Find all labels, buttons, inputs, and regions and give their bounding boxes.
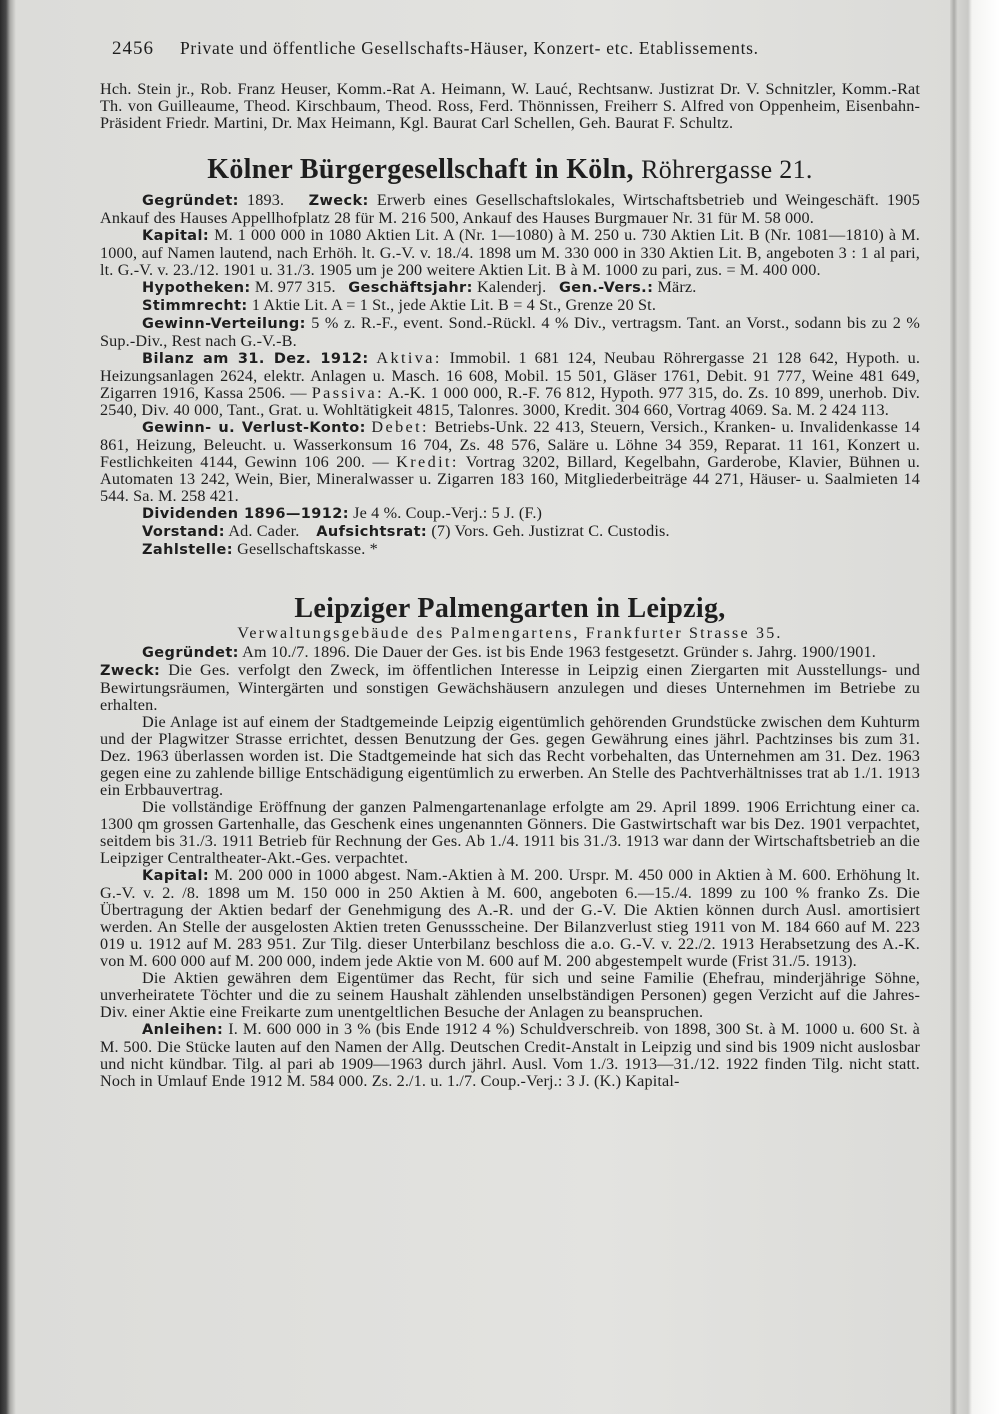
- field-label: Dividenden 1896—1912:: [142, 506, 349, 522]
- field-label: Zahlstelle:: [142, 542, 233, 558]
- field-label: Gewinn-Verteilung:: [142, 316, 306, 332]
- section-heading-leipziger: [100, 593, 920, 625]
- field-value: Vortrag 3202, Billard, Kegelbahn, Garderobe, Klavier, Bühnen u. Automaten 13 242, Wein, Bier, Mineralwasser u. Zigarren 183 160, Mitgliederbeiträge 44 271, Häuser- u. Saalmieten 14 544. Sa. M. 258 421.: [100, 453, 921, 505]
- field-label: Aufsichtsrat:: [316, 524, 428, 540]
- field-label: Zweck:: [100, 663, 161, 679]
- entry-kapital: [100, 867, 920, 970]
- debet-word: Debet:: [371, 418, 429, 436]
- field-label: Kapital:: [142, 868, 210, 884]
- field-label: Gen.-Vers.:: [558, 280, 654, 296]
- field-label: Gewinn- u. Verlust-Konto:: [142, 420, 366, 436]
- section-koelner: [100, 192, 920, 559]
- field-value: 1893.: [247, 191, 285, 209]
- entry-anleihen: [100, 1021, 920, 1090]
- field-value: 5 % z. R.-F., event. Sond.-Rückl. 4 % Div., vertragsm. Tant. an Vorst., sodann bis zu 2 % Sup.-Div., Rest nach G.-V.-B.: [100, 314, 920, 350]
- entry-gegruendet: [100, 644, 920, 662]
- running-title: Private und öffentliche Gesellschafts-Häuser, Konzert- etc. Etablissements.: [180, 38, 759, 58]
- entry-bilanz: [100, 350, 920, 419]
- page-edge: [958, 0, 1000, 1414]
- field-label: Gegründet:: [142, 193, 239, 209]
- entry-zahlstelle: [100, 541, 920, 559]
- section-gap: [100, 559, 920, 593]
- field-value: A.-K. 1 000 000, R.-F. 76 812, Hypoth. 977 315, do. Zs. 10 899, unerhob. Div. 2540, Div. 40 000, Tant., Grat. u. Wohltätigkeit 4815, Talonres. 3000, Kredit. 304 660, Vortrag 4069. Sa. M. 2 424 113.: [100, 384, 920, 419]
- page-number: 2456: [112, 38, 154, 59]
- field-value: M. 1 000 000 in 1080 Aktien Lit. A (Nr. 1—1080) à M. 250 u. 730 Aktien Lit. B (Nr. 1081—1810) à M. 1000, auf Namen lautend, nach Erhöh. lt. G.-V. v. 18./4. 1898 um M. 330 000 in 330 Aktien Lit. B, angeboten 3 : 1 al pari, lt. G.-V. v. 23./12. 1901 u. 31./3. 1905 um je 200 weitere Aktien Lit. B à M. 1000 zu pari, zus. = M. 400 000.: [100, 226, 920, 279]
- field-value: Betriebs-Unk. 22 413, Steuern, Versich., Kranken- u. Invalidenkasse 14 861, Heizung, Beleucht. u. Wasserkonsum 16 704, Zs. 48 576, Saläre u. Löhne 34 359, Reparat. 11 161, Konzert u. Festlichkeiten 4144, Gewinn 106 200. —: [100, 418, 921, 471]
- entry-gewinnverteilung: [100, 315, 920, 350]
- section-leipziger: [100, 644, 920, 1090]
- entry-kapital: [100, 227, 920, 279]
- field-value: Je 4 %. Coup.-Verj.: 5 J. (F.): [353, 504, 543, 522]
- section-title: Leipziger Palmengarten in Leipzig,: [294, 593, 726, 624]
- field-value: M. 200 000 in 1000 abgest. Nam.-Aktien à M. 200. Urspr. M. 450 000 in Aktien à M. 600. Erhöhung lt. G.-V. v. 2. /8. 1898 um M. 150 000 in 250 Aktien à M. 600, angeboten 6.—15./4. 1899 zu 100 % franko Zs. Die Übertragung der Aktien bedarf der Genehmigung des A.-R. und der G.-V. Die Aktien können durch Ausl. amortisiert werden. An Stelle der ausgelosten Aktien treten Genussscheine. Der Bilanzverlust stieg 1911 von M. 184 660 auf M. 223 019 u. 1912 auf M. 283 951. Zur Tilg. dieser Unterbilanz beschloss die a.o. G.-V. v. 22./2. 1913 Herabsetzung des A.-K. von M. 600 000 auf M. 200 000, indem jede Aktie von M. 600 auf M. 200 abgestempelt wurde (Frist 31./5. 1913).: [100, 866, 920, 970]
- entry-dividenden: [100, 505, 920, 523]
- paragraph-aktien: Die Aktien gewähren dem Eigentümer das Recht, für sich und seine Familie (Ehefrau, minderjährige Söhne, unverheiratete Töchter und die zu seinem Haushalt zählenden unselbständigen Personen) gegen Verzicht auf die Jahres-Div. einer Aktie eine Freikarte zum unentgeltlichen Besuche der Anlagen zu beanspruchen.: [100, 969, 920, 1021]
- running-header: [112, 40, 920, 57]
- field-value: I. M. 600 000 in 3 % (bis Ende 1912 4 %) Schuldverschreib. von 1898, 300 St. à M. 1000 u. 600 St. à M. 500. Die Stücke lauten auf den Namen der Allg. Deutschen Credit-Anstalt in Leipzig und sind bis 1909 nicht auslosbar und nicht kündbar. Tilg. al pari ab 1909—1963 durch jährl. Ausl. Vom 1./3. 1913—31./12. 1922 finden Tilg. nicht statt. Noch in Umlauf Ende 1912 M. 584 000. Zs. 2./1. u. 1./7. Coup.-Verj.: 3 J. (K.) Kapital-: [100, 1020, 920, 1090]
- field-value: Am 10./7. 1896. Die Dauer der Ges. ist bis Ende 1963 festgesetzt. Gründer s. Jahrg. 1900/1901.: [242, 643, 876, 661]
- book-spine-shadow: [950, 0, 958, 1414]
- field-label: Geschäftsjahr:: [348, 280, 473, 296]
- field-value: 1 Aktie Lit. A = 1 St., jede Aktie Lit. B = 4 St., Grenze 20 St.: [251, 296, 657, 314]
- field-value: Erwerb eines Gesellschaftslokales, Wirtschaftsbetrieb und Weingeschäft. 1905 Ankauf des Hauses Appellhofplatz 28 für M. 216 500, Ankauf des Hauses Burgmauer Nr. 31 für M. 58 000.: [100, 191, 921, 227]
- passiva-word: Passiva:: [311, 384, 384, 402]
- entry-stimmrecht: [100, 297, 920, 315]
- intro-paragraph: Hch. Stein jr., Rob. Franz Heuser, Komm.-Rat A. Heimann, W. Lauć, Rechtsanw. Justizrat Dr. V. Schnitzler, Komm.-Rat Th. von Guilleaume, Theod. Kirschbaum, Theod. Ross, Ferd. Thönnissen, Freiherr S. Alfred von Oppenheim, Eisenbahn-Präsident Friedr. Martini, Dr. Max Heimann, Kgl. Baurat Carl Schellen, Geh. Baurat F. Schultz.: [100, 80, 920, 132]
- field-value: Die Ges. verfolgt den Zweck, im öffentlichen Interesse in Leipzig einen Ziergarten mit Ausstellungs- und Bewirtungsräumen, Wintergärten und sonstigen Gewächshäusern anzulegen und dieses Unternehmen im Betriebe zu erhalten.: [100, 661, 921, 714]
- field-label: Kapital:: [142, 228, 210, 244]
- field-value: Kalenderj.: [477, 278, 547, 296]
- entry-gegruendet: [100, 192, 920, 227]
- document-page: [100, 40, 920, 1090]
- field-value: (7) Vors. Geh. Justizrat C. Custodis.: [431, 522, 670, 540]
- paragraph-eroeffnung: Die vollständige Eröffnung der ganzen Palmengartenanlage erfolgte am 29. April 1899. 1906 Errichtung einer ca. 1300 qm grossen Gartenhalle, das Geschenk eines ungenannten Gönners. Die Gastwirtschaft war bis Dez. 1901 verpachtet, seitdem bis 31./3. 1911 Betrieb für Rechnung der Ges. Ab 1./4. 1911 bis 31./3. 1913 war dann der Wirtschaftsbetrieb an die Leipziger Centraltheater-Akt.-Ges. verpachtet.: [100, 798, 920, 867]
- entry-gewinn-verlust: [100, 419, 920, 505]
- entry-vorstand: [100, 523, 920, 541]
- section-location: Röhrergasse 21.: [641, 155, 813, 184]
- field-label: Vorstand:: [142, 524, 225, 540]
- field-value: Ad. Cader.: [228, 522, 300, 540]
- section-subtitle: Verwaltungsgebäude des Palmengartens, Frankfurter Strasse 35.: [237, 625, 783, 642]
- field-label: Stimmrecht:: [142, 298, 248, 314]
- aktiva-word: Aktiva:: [376, 349, 442, 367]
- field-label: Zweck:: [308, 193, 369, 209]
- entry-zweck: [100, 662, 920, 714]
- section-title: Kölner Bürgergesellschaft in Köln,: [207, 154, 634, 185]
- field-value: März.: [657, 278, 697, 296]
- field-label: Anleihen:: [142, 1022, 224, 1038]
- field-value: Immobil. 1 681 124, Neubau Röhrergasse 21 128 642, Hypoth. u. Heizungsanlagen 2624, elektr. Anlagen u. Masch. 16 608, Mobil. 15 501, Gläser 1761, Debit. 91 777, Weine 481 649, Zigarren 1916, Kassa 2506. —: [100, 349, 921, 402]
- field-label: Hypotheken:: [142, 280, 251, 296]
- field-value: Gesellschaftskasse. *: [237, 540, 378, 558]
- entry-hypotheken: [100, 279, 920, 297]
- paragraph-anlage: Die Anlage ist auf einem der Stadtgemeinde Leipzig eigentümlich gehörenden Grundstücke zwischen dem Kuhturm und der Plagwitzer Strasse errichtet, dessen Benutzung der Ges. gegen Gewährung eines jährl. Pachtzinses bis zum 31. Dez. 1963 überlassen worden ist. Die Stadtgemeinde hat sich das Recht vorbehalten, das Unternehmen am 31. Dez. 1963 gegen eine zu zahlende billige Entschädigung eigentümlich zu erwerben. An Stelle des Pachtverhältnisses trat ab 1./1. 1913 ein Erbbauvertrag.: [100, 713, 920, 799]
- field-label: Gegründet:: [142, 645, 239, 661]
- section-heading-koelner: [100, 154, 920, 186]
- kredit-word: Kredit:: [396, 453, 459, 471]
- field-label: Bilanz am 31. Dez. 1912:: [142, 351, 369, 367]
- field-value: M. 977 315.: [254, 278, 336, 296]
